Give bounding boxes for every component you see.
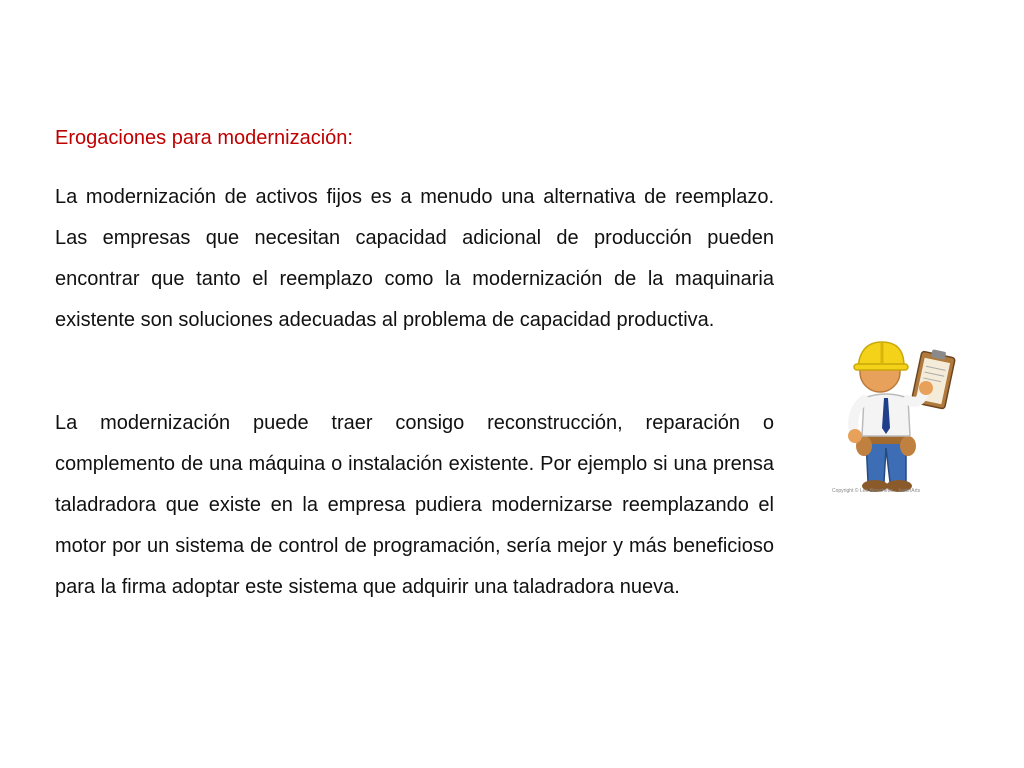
construction-worker-clipboard-icon bbox=[828, 336, 974, 500]
paragraph-modernization-example: La modernización puede traer consigo reconstrucción, reparación o complemento de una máquina o instalación existente. Por ejemplo si una prensa taladradora que existe en la empresa pudiera modernizarse reemplazando el motor por un sistema de control de programación, sería mejor y más beneficioso para la firma adoptar este sistema que adquirir una taladradora nueva. bbox=[55, 412, 774, 598]
illustration-credit: Copyright © Leo Blanchette · JesterArts bbox=[832, 488, 921, 494]
slide-heading: Erogaciones para modernización: bbox=[55, 127, 353, 149]
paragraph-modernization-alternative: La modernización de activos fijos es a menudo una alternativa de reemplazo. Las empresas que necesitan capacidad adicional de producción pueden encontrar que tanto el reemplazo como la modernización de la maquinaria existente son soluciones adecuadas al problema de capacidad productiva. bbox=[55, 186, 774, 331]
